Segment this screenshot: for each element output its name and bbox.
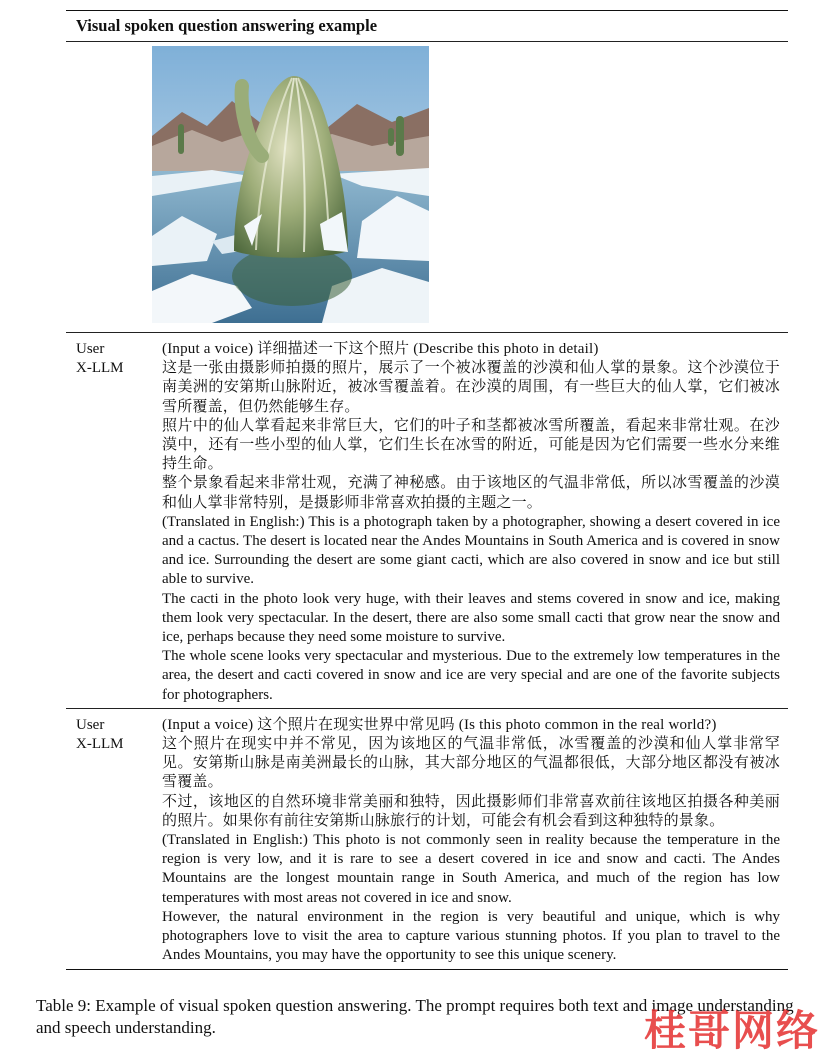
question-2: (Input a voice) 这个照片在现实世界中常见吗 (Is this photo common in the real world?) <box>162 716 717 733</box>
role-user: User <box>76 341 105 357</box>
watermark: 桂哥网络 <box>643 1006 820 1055</box>
roles-2 <box>66 716 162 966</box>
question-1: (Input a voice) 详细描述一下这个照片 (Describe this photo in detail) <box>162 341 599 357</box>
answer-1-zh-1: 这是一张由摄影师拍摄的照片，展示了一个被冰覆盖的沙漠和仙人掌的景象。这个沙漠位于南美洲的安第斯山脉附近，被冰雪覆盖着。在沙漠的周围，有一些巨大的仙人掌，它们被冰雪所覆盖，但仍然能够生存。 <box>162 360 780 415</box>
table-title: Visual spoken question answering example <box>76 16 378 35</box>
table-caption: Table 9: Example of visual spoken question answering. The prompt requires both text and image understanding and speech understanding. <box>36 996 794 1037</box>
role-user: User <box>76 716 105 733</box>
answer-2-en-2: However, the natural environment in the region is very beautiful and unique, which is why photographers love to visit the area to capture various stunning photos. If you plan to travel to the Andes Mountains, you may have the opportunity to see this unique scenery. <box>162 908 780 964</box>
answer-2-en-1: (Translated in English:) This photo is not commonly seen in reality because the temperature in the region is very low, and it is rare to see a desert covered in ice and snow and cacti. The Andes Mountains are the longest mountain range in South America, and much of the region has low temperatures with most areas not covered in ice and snow. <box>162 832 780 906</box>
qa-turn-2 <box>66 709 788 969</box>
answer-2-zh-1: 这个照片在现实中并不常见，因为该地区的气温非常低，冰雪覆盖的沙漠和仙人掌非常罕见。安第斯山脉是南美洲最长的山脉，其大部分地区的气温都很低，大部分地区都没有被冰雪覆盖。 <box>162 736 780 791</box>
answer-1-en-1: (Translated in English:) This is a photograph taken by a photographer, showing a desert covered in ice and a cactus. The desert is located near the Andes Mountains in South America and is covered in snow and ice. Surrounding the desert are some giant cacti, which are also covered in snow and ice but still able to survive. <box>162 513 780 588</box>
title-row <box>66 11 788 41</box>
qa-table <box>66 10 788 970</box>
qa-turn-1 <box>66 333 788 708</box>
answer-2-zh-2: 不过，该地区的自然环境非常美丽和独特，因此摄影师们非常喜欢前往该地区拍摄各种美丽的照片。如果你有前往安第斯山脉旅行的计划，可能会有机会看到这种独特的景象。 <box>162 793 780 829</box>
bottom-rule <box>66 969 788 970</box>
answer-1-en-3: The whole scene looks very spectacular and mysterious. Due to the extremely low temperatures in the area, the desert and cacti covered in snow and ice are very special and are one of the favorite subjects for photographers. <box>162 648 780 703</box>
turn-2-content <box>162 716 788 966</box>
role-model: X-LLM <box>76 360 124 377</box>
turn-1-content <box>162 340 788 705</box>
answer-1-en-2: The cacti in the photo look very huge, with their leaves and stems covered in snow and ice, making them look very spectacular. In the desert, there are also some small cacti that grow near the snow and ice, perhaps because they need some moisture to survive. <box>162 590 780 646</box>
roles-1 <box>66 340 162 705</box>
image-row <box>66 42 788 332</box>
answer-1-zh-2: 照片中的仙人掌看起来非常巨大，它们的叶子和茎都被冰雪所覆盖，看起来非常壮观。在沙漠中，还有一些小型的仙人掌，它们生长在冰雪的附近，可能是因为它们需要一些水分来维持生命。 <box>162 417 780 473</box>
answer-1-zh-3: 整个景象看起来非常壮观，充满了神秘感。由于该地区的气温非常低，所以冰雪覆盖的沙漠和仙人掌非常特别，是摄影师非常喜欢拍摄的主题之一。 <box>162 475 780 511</box>
role-model: X-LLM <box>76 736 124 753</box>
cactus-photo <box>152 46 429 323</box>
